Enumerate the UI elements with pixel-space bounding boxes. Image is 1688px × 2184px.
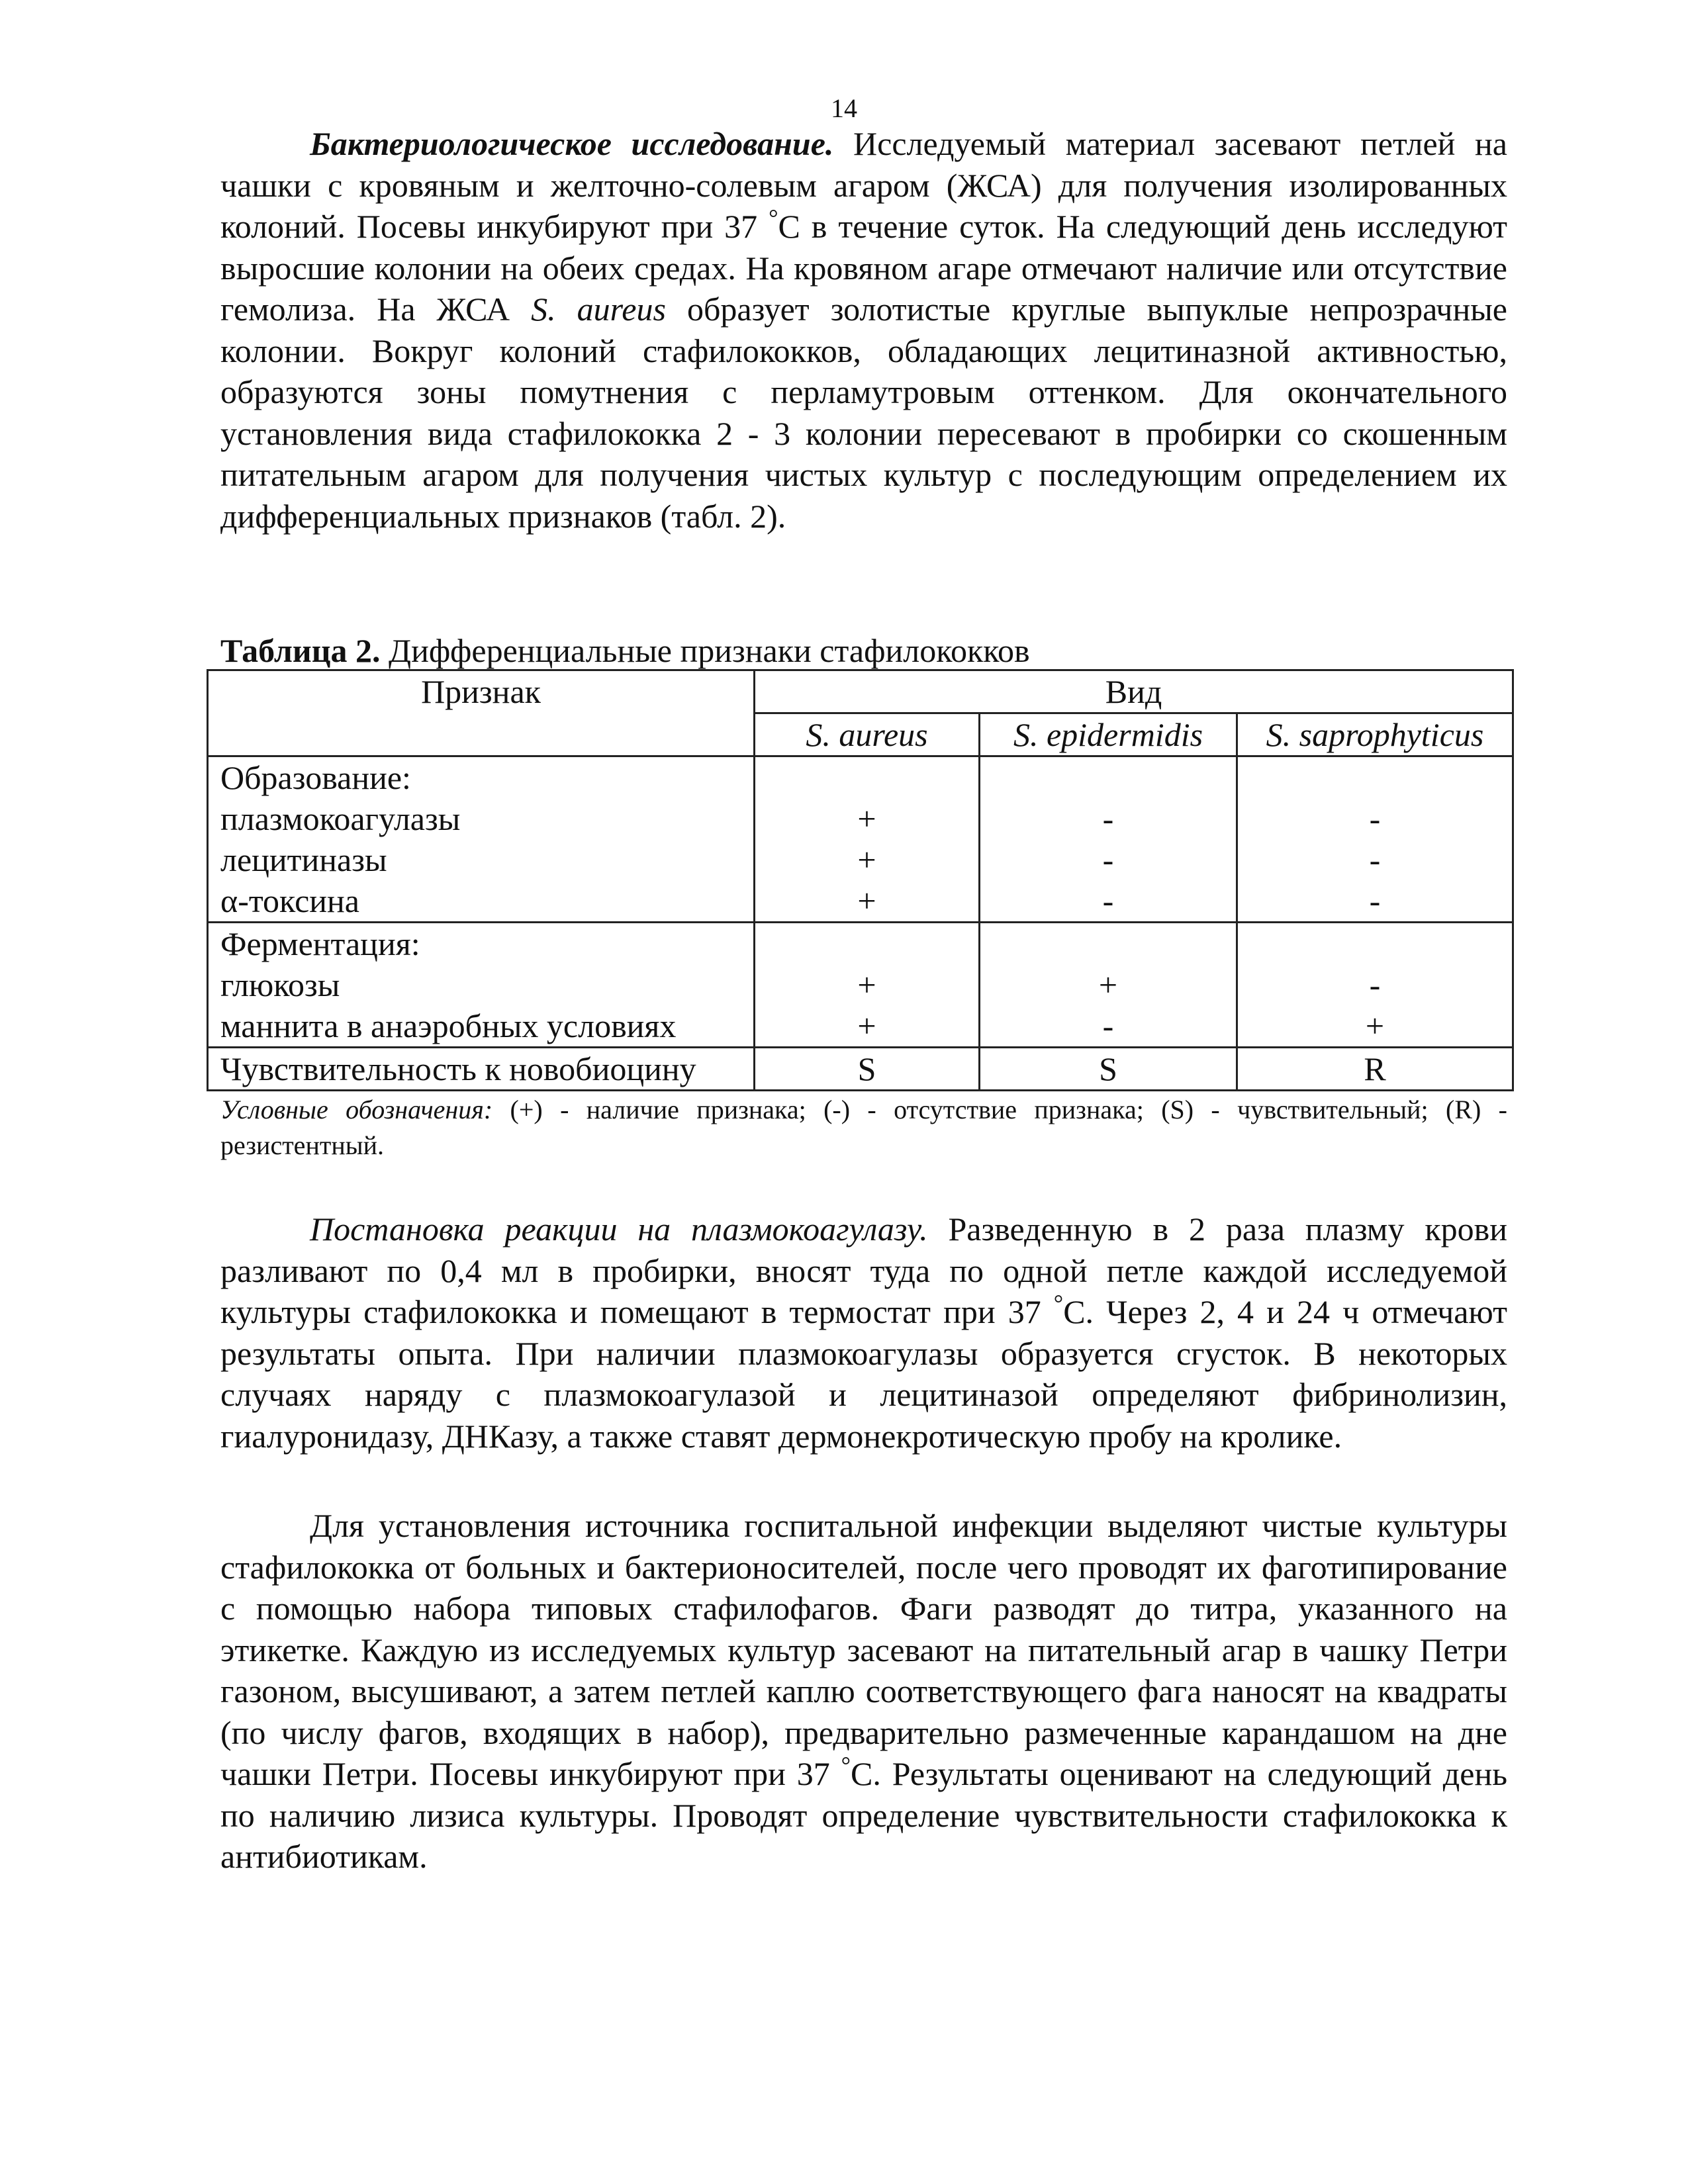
value-cell [755, 756, 980, 923]
paragraph-text: Исследуемый материал засевают петлей на чашки с кровяным и желточно-солевым агаром (ЖСА) для получения изолированных колоний. Посевы инкубируют при 37 [220, 125, 1507, 245]
table-cell: + [1365, 1007, 1385, 1044]
table-legend [220, 1092, 1507, 1163]
table-cell: - [1102, 800, 1114, 837]
table-cell: - [1369, 966, 1381, 1003]
table-cell: - [1369, 841, 1381, 878]
paragraph-text: образует золотистые круглые выпуклые непрозрачные колонии. Вокруг колоний стафилококков, обладающих лецитиназной активностью, образуются зоны помутнения с перламутровым оттенком. Для окончательного установления вида стафилококка 2 - 3 колонии пересевают в пробирки со скошенным питательным агаром для получения чистых культур с последующим определением их дифференциальных признаков (табл. 2). [220, 291, 1507, 535]
paragraph-text: С. Результаты оценивают на следующий день по наличию лизиса культуры. Проводят определение чувствительности стафилококка к антибиотикам. [220, 1755, 1508, 1875]
table-cell: + [857, 841, 876, 878]
differential-table [207, 669, 1514, 1091]
paragraph-heading: Бактериологическое исследование. [310, 125, 834, 162]
paragraph-text: Для установления источника госпитальной инфекции выделяют чистые культуры стафилококка от больных и бактерионосителей, после чего проводят их фаготипирование с помощью набора типовых стафилофагов. Фаги разводят до титра, указанного на этикетке. Каждую из исследуемых культур засевают на питательный агар в чашку Петри газоном, высушивают, а затем петлей каплю соответствующего фага наносят на квадраты (по числу фагов, входящих в набор), предварительно размеченные карандашом на дне чашки Петри. Посевы инкубируют при 37 [220, 1507, 1507, 1792]
group-title: Ферментация: [220, 925, 420, 962]
table-cell: S [755, 1048, 980, 1091]
row-label: α-токсина [220, 882, 359, 919]
table-caption [220, 631, 1507, 670]
row-label-cell [208, 756, 755, 923]
species-name: S. aureus [531, 291, 666, 328]
row-label: маннита в анаэробных условиях [220, 1007, 677, 1044]
species-header-saprophyticus: S. saprophyticus [1237, 713, 1513, 756]
degree-sign: ° [769, 205, 778, 231]
table-row-fermentation [208, 923, 1513, 1048]
value-cell [980, 923, 1237, 1048]
table-cell: + [857, 882, 876, 919]
row-label-cell [208, 923, 755, 1048]
table-cell: - [1102, 882, 1114, 919]
table-cell: + [1098, 966, 1118, 1003]
species-header-aureus: S. aureus [755, 713, 980, 756]
header-feature: Признак [208, 670, 755, 756]
table-header-row [208, 670, 1513, 713]
table-cell: + [857, 966, 876, 1003]
table-cell: R [1237, 1048, 1513, 1091]
table-row-formation [208, 756, 1513, 923]
legend-text: (+) - наличие признака; (-) - отсутствие признака; (S) - чувствительный; (R) - резистентный. [220, 1095, 1507, 1160]
value-cell [980, 756, 1237, 923]
table-cell: - [1369, 882, 1381, 919]
paragraph-text: С в течение суток. На следующий день исследуют выросшие колонии на обеих средах. На кровяном агаре отмечают наличие или отсутствие гемолиза. На ЖСА [220, 208, 1507, 328]
table-cell: - [1102, 841, 1114, 878]
value-cell [1237, 756, 1513, 923]
value-cell [755, 923, 980, 1048]
table-caption-text: Дифференциальные признаки стафилококков [380, 632, 1030, 669]
row-label: Чувствительность к новобиоцину [208, 1048, 755, 1091]
table-cell: + [857, 1007, 876, 1044]
row-label: лецитиназы [220, 841, 387, 878]
table-cell: + [857, 800, 876, 837]
header-species: Вид [755, 670, 1513, 713]
group-title: Образование: [220, 759, 411, 796]
paragraph-text: Разведенную в 2 раза плазму крови разливают по 0,4 мл в пробирки, вносят туда по одной петле каждой исследуемой культуры стафилококка и помещают в термостат при 37 [220, 1210, 1507, 1330]
value-cell [1237, 923, 1513, 1048]
table-row-novobiocin [208, 1048, 1513, 1091]
page-number: 14 [831, 93, 857, 123]
species-header-epidermidis: S. epidermidis [980, 713, 1237, 756]
table-cell: S [980, 1048, 1237, 1091]
table-cell: - [1369, 800, 1381, 837]
paragraph-bacteriological-study [220, 123, 1507, 537]
row-label: плазмокоагулазы [220, 800, 461, 837]
paragraph-plasmocoagulase [220, 1208, 1507, 1457]
row-label: глюкозы [220, 966, 340, 1003]
paragraph-heading: Постановка реакции на плазмокоагулазу. [310, 1210, 928, 1248]
paragraph-phage-typing [220, 1505, 1507, 1878]
paragraph-text: С. Через 2, 4 и 24 ч отмечают результаты опыта. При наличии плазмокоагулазы образуется сгусток. В некоторых случаях наряду с плазмокоагулазой и лецитиназой определяют фибринолизин, гиалуронидазу, ДНКазу, а также ставят дермонекротическую пробу на кролике. [220, 1293, 1507, 1455]
table-caption-label: Таблица 2. [220, 632, 381, 669]
legend-label: Условные обозначения: [220, 1095, 493, 1124]
degree-sign: ° [1053, 1290, 1064, 1316]
table-cell: - [1102, 1007, 1114, 1044]
degree-sign: ° [841, 1752, 851, 1778]
